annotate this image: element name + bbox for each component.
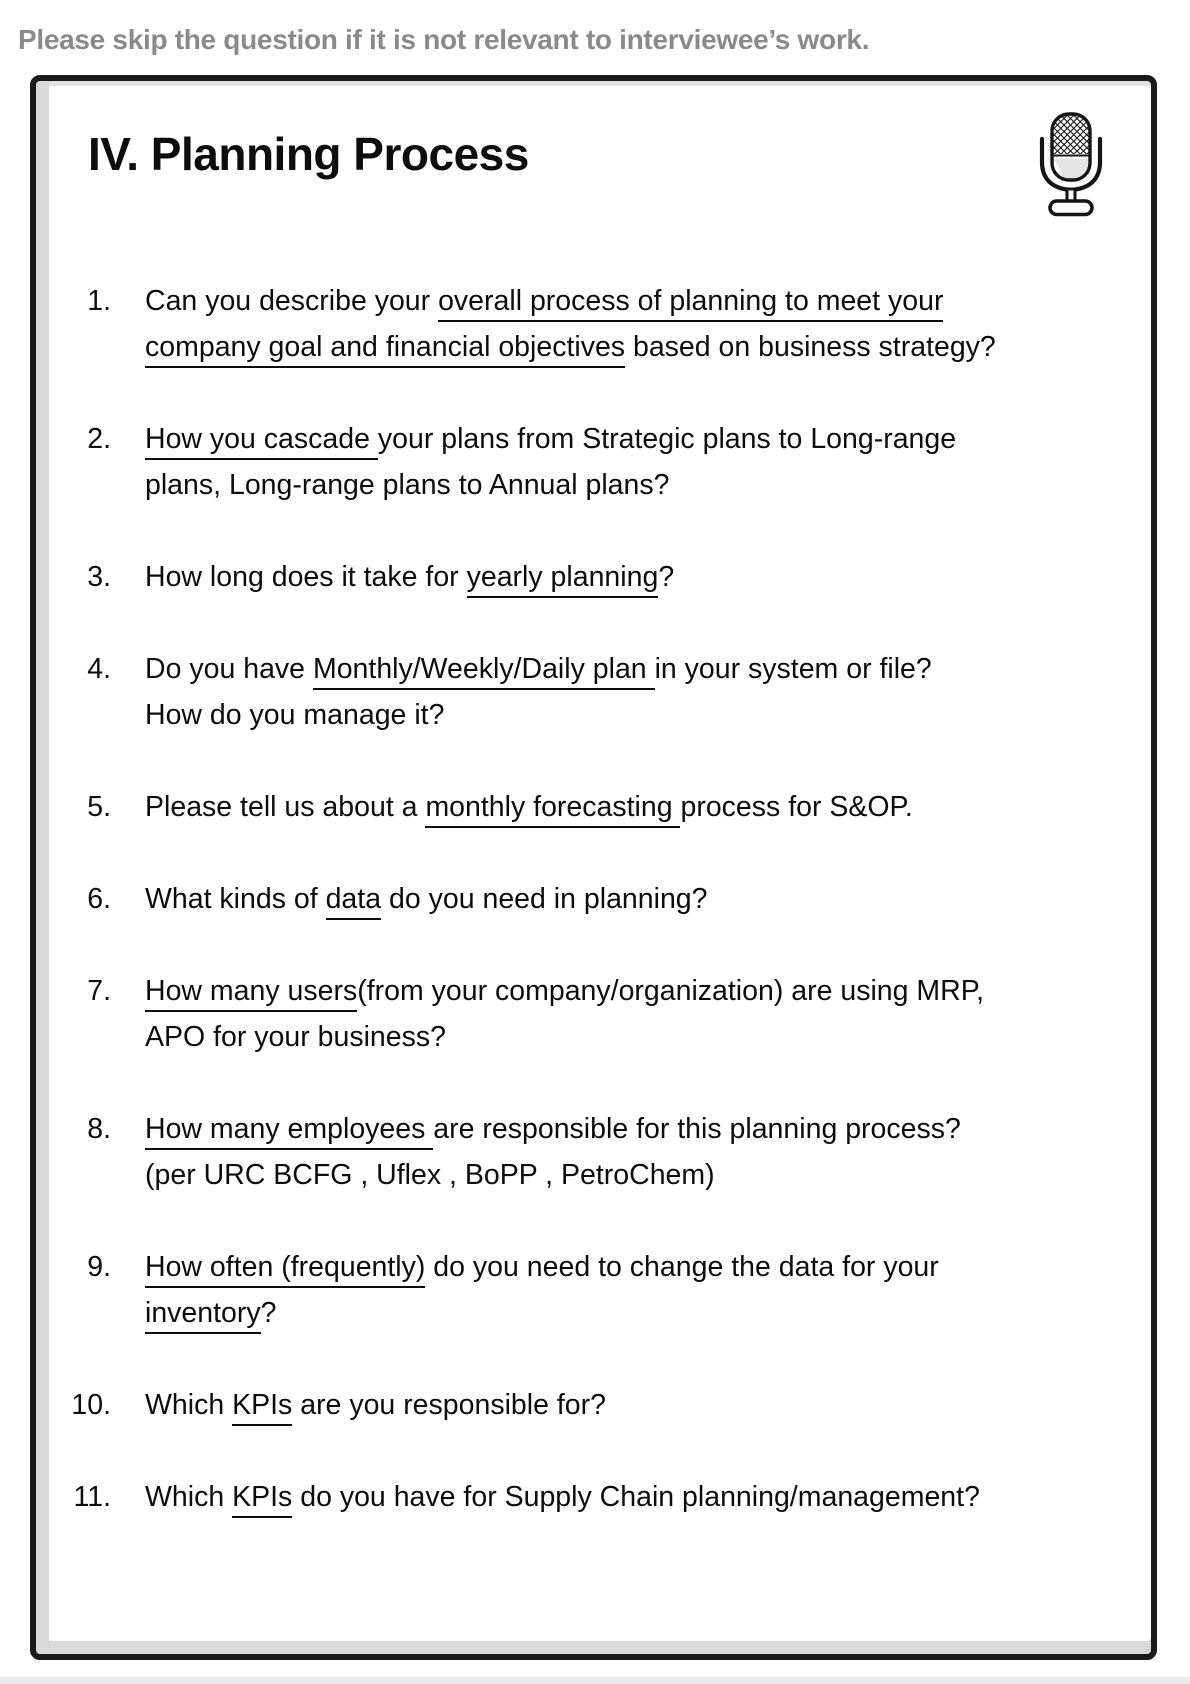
question-item — [36, 646, 1151, 738]
question-number: 2. — [87, 423, 111, 455]
question-text: How many employees are responsible for this planning process? (per URC BCFG , Uflex , BoPP , PetroChem) — [145, 1113, 961, 1191]
question-text: Please tell us about a monthly forecasting process for S&OP. — [145, 784, 1127, 830]
question-item — [36, 968, 1151, 1060]
question-item — [36, 1382, 1151, 1428]
question-item — [36, 554, 1151, 600]
question-list — [36, 278, 1151, 1566]
content-frame — [30, 75, 1157, 1660]
question-number: 9. — [87, 1251, 111, 1283]
question-item — [36, 1474, 1151, 1520]
question-item — [36, 416, 1151, 508]
skip-instruction-text: Please skip the question if it is not relevant to interviewee’s work. — [18, 24, 870, 55]
microphone-icon — [1038, 112, 1104, 218]
section-title: IV. Planning Process — [88, 128, 529, 180]
question-number: 8. — [87, 1113, 111, 1145]
question-text: Do you have Monthly/Weekly/Daily plan in your system or file? How do you manage it? — [145, 653, 932, 731]
question-text: Can you describe your overall process of planning to meet your company goal and financial objectives based on business strategy? — [145, 278, 1127, 370]
question-text: How many users(from your company/organization) are using MRP, APO for your business? — [145, 975, 984, 1053]
question-number: 10. — [71, 1389, 111, 1421]
question-number: 11. — [73, 1481, 111, 1513]
question-item — [36, 876, 1151, 922]
question-number: 1. — [87, 285, 111, 317]
question-text: Which KPIs do you have for Supply Chain planning/management? — [145, 1474, 1127, 1520]
question-item — [36, 1106, 1151, 1198]
question-text: How you cascade your plans from Strategic plans to Long-range plans, Long-range plans to Annual plans? — [145, 423, 957, 501]
question-number: 3. — [87, 561, 111, 593]
question-number: 4. — [87, 653, 111, 685]
next-page-edge — [0, 1677, 1190, 1684]
question-number: 5. — [87, 791, 111, 823]
question-text: Which KPIs are you responsible for? — [145, 1382, 1127, 1428]
question-item — [36, 784, 1151, 830]
question-number: 7. — [87, 975, 111, 1007]
question-text: What kinds of data do you need in planning? — [145, 876, 1127, 922]
question-text: How often (frequently) do you need to change the data for your inventory? — [145, 1244, 1127, 1336]
question-number: 6. — [87, 883, 111, 915]
question-item — [36, 1244, 1151, 1336]
question-item — [36, 278, 1151, 370]
question-text: How long does it take for yearly planning? — [145, 554, 1127, 600]
